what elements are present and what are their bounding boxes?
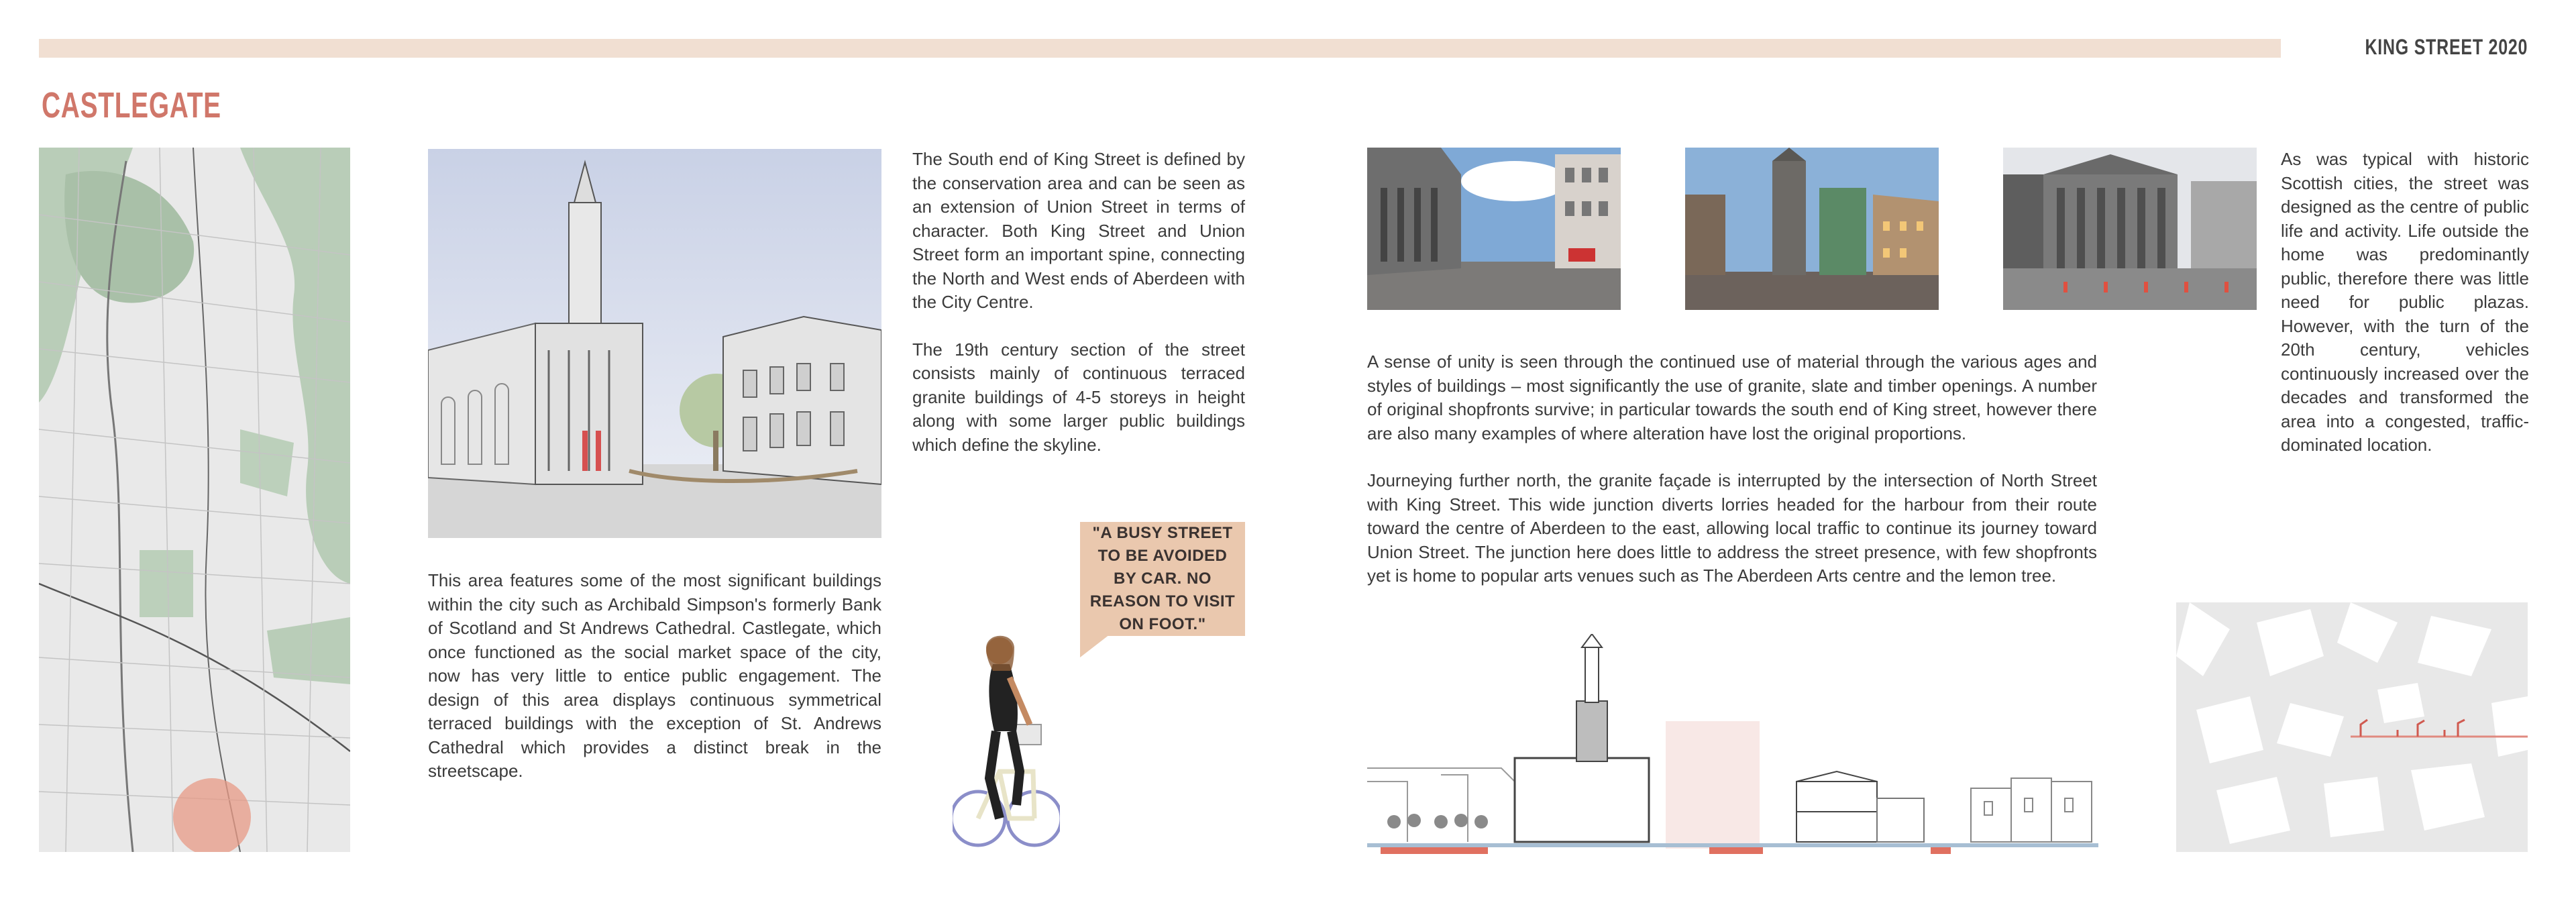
- intro-text-column: [912, 148, 1245, 457]
- history-paragraph: As was typical with historic Scottish cities, the street was designed as the centre of public life and activity. Life outside the home was predominantly public, therefore there was little need for public plazas. However, with the turn of the 20th century, vehicles continuously increased over the decades and transformed the area into a congested, traffic-dominated location.: [2281, 149, 2529, 455]
- section-title: CASTLEGATE: [42, 85, 221, 125]
- street-elevation-drawing: [1367, 634, 2098, 855]
- quote-bubble: [1080, 522, 1245, 636]
- photo-public-building: [2003, 148, 2257, 310]
- unity-paragraph-2: Journeying further north, the granite façade is interrupted by the intersection of North Street with King Street. This wide junction diverts lorries headed for the harbour from their route toward the centre of Aberdeen to the east, allowing local traffic to continue its journey toward Union Street. The junction here does little to address the street presence, with few shopfronts yet is home to popular arts venues such as The Aberdeen Arts centre and the lemon tree.: [1367, 470, 2097, 586]
- area-map: [39, 148, 350, 852]
- history-text-column: [2281, 148, 2529, 458]
- cathedral-sketch: [428, 149, 881, 538]
- intro-paragraph-2: The 19th century section of the street consists mainly of continuous terraced granite buildings of 4-5 storeys in height along with some larger public buildings which define the skyline.: [912, 339, 1245, 455]
- castlegate-text: [428, 569, 881, 784]
- quote-text: "A BUSY STREET TO BE AVOIDED BY CAR. NO REASON TO VISIT ON FOOT.": [1089, 524, 1236, 633]
- document-title: KING STREET 2020: [2365, 35, 2528, 59]
- figure-ground-plan: [2176, 602, 2528, 852]
- castlegate-paragraph: This area features some of the most significant buildings within the city such as Archibald Simpson's formerly Bank of Scotland and St Andrews Cathedral. Castlegate, which once functioned as the social market space of the city, now has very little to entice public engagement. The design of this area displays continuous symmetrical terraced buildings with the exception of St. Andrews Cathedral which provides a distinct break in the streetscape.: [428, 570, 881, 781]
- photo-castlegate-evening: [1685, 148, 1939, 310]
- cyclist-illustration: [953, 624, 1060, 859]
- unity-text-column: [1367, 350, 2097, 588]
- header-band: [39, 39, 2281, 58]
- intro-paragraph-1: The South end of King Street is defined by the conservation area and can be seen as an extension of Union Street in terms of character. Both King Street and Union Street form an important spine, connecting the North and West ends of Aberdeen with the City Centre.: [912, 149, 1245, 312]
- photo-street-view: [1367, 148, 1621, 310]
- unity-paragraph-1: A sense of unity is seen through the continued use of material through the various ages and styles of buildings – most significantly the use of granite, slate and timber openings. A number of original shopfronts survive; in particular towards the south end of King street, however there are also many examples of where alteration have lost the original proportions.: [1367, 352, 2097, 443]
- quote-bubble-tail: [1080, 635, 1110, 657]
